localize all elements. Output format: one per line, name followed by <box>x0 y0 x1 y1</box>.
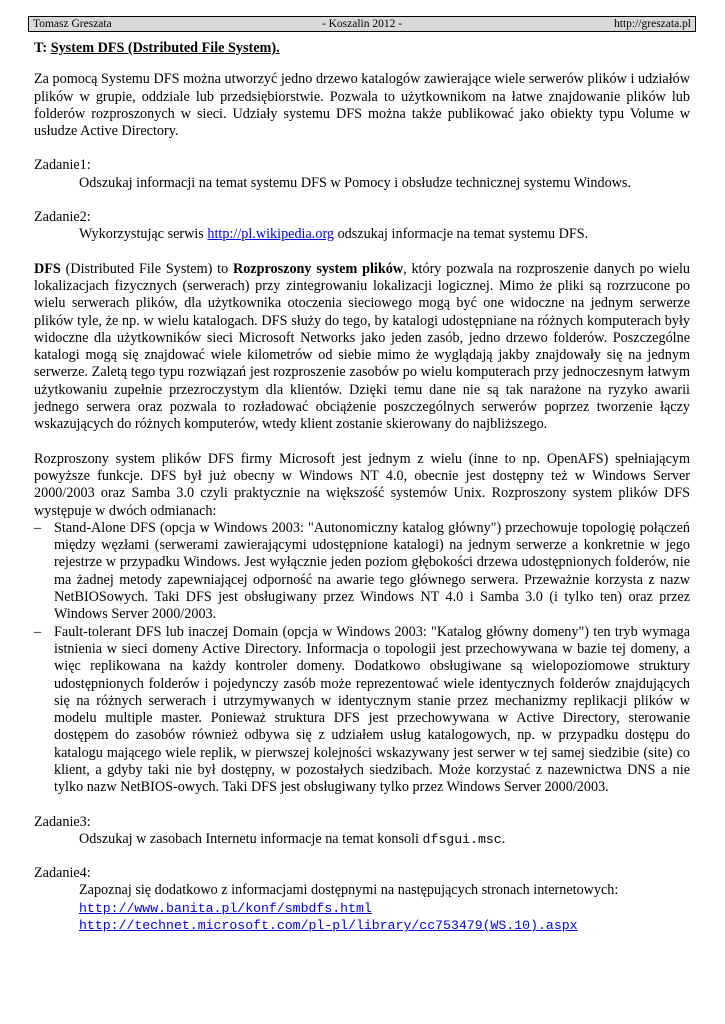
header-site: http://greszata.pl <box>614 18 691 30</box>
task4-link-row <box>34 917 690 934</box>
dfs-bold: Rozproszony system plików <box>232 260 404 277</box>
task3-code: dfsgui.msc <box>422 831 502 847</box>
variant-text: Fault-tolerant DFS lub inaczej Domain (opcja w Windows 2003: "Katalog główny domeny") ten tryb wymaga istnienia w sieci domeny Active Directory. Informacja o topologii jest przechowywana w bazie tej domeny, a więc replikowana na każdy kontroler domeny. Dodatkowo obsługiwane są wielopoziomowe struktury udostępnionych folderów i pojedynczy zasób może reprezentować wiele identycznych folderów znajdujących się na różnych serwerach i utrzymywanych w identycznym stanie przez mechanizmy replikacji plików w modelu multiple master. Ponieważ struktura DFS jest przechowywana w Active Directory, sterowanie dostępem do zasobów również odbywa się z udziałem usług katalogowych, np. w przypadku dostępu do katalogu mającego wiele replik, w pierwszej kolejności wskazywany jest serwer w tej samej siedzibie (site) co klient, a gdyby taki nie był dostępny, w pozostałych siedzibach. Może korzystać z nazewnictwa DNS a nie tylko nazw NetBIOS-owych. Taki DFS jest obsługiwany tylko przez Windows Server 2000/2003. <box>54 623 690 796</box>
dash-bullet: – <box>34 519 42 536</box>
task1-label: Zadanie1: <box>34 157 91 174</box>
task2-after: odszukaj informacje na temat systemu DFS. <box>334 226 589 243</box>
variants-list <box>34 520 690 797</box>
list-item <box>34 624 690 797</box>
dfs-paragraph <box>34 261 690 434</box>
task3-label: Zadanie3: <box>34 813 91 830</box>
task2-text <box>34 226 690 243</box>
page-header <box>28 16 696 32</box>
dfs-term: DFS <box>34 260 61 277</box>
dfs-part2: , który pozwala na rozproszenie danych po wielu lokalizacjach fizycznych (serwerach) przy zintegrowaniu lokalizacji logicznej. Mimo że pliki są rozrzucone po wielu serwerach plików, dla użytkownika otoczenia sieciowego mogą być one widoczne na jednym serwerze plików tyle, że np. w wielu katalogach. DFS służy do tego, by katalogi udostępniane na różnych komputerach były widoczne dla użytkowników sieci Microsoft Networks jako jeden zasób, jedno drzewo folderów. Poszczególne katalogi mogą się znajdować wiele kilometrów od siebie mimo że wyglądają jakby znajdowały się na jednym serwerze. Zaletą tego typu rozwiązań jest rozproszenie zasobów po wielu komputerach przy jednoczesnym łatwym użytkowaniu zupełnie przezroczystym dla klientów. Dzięki temu dane nie są tak narażone na ryzyko awarii jednego serwera oraz pozwala to rozładować obciążenie poszczególnych serwerów poprzez tworzenie łączy wskazujących do różnych komputerów, wtedy klient zostanie skierowany do najbliższego. <box>34 260 690 433</box>
task4-text: Zapoznaj się dodatkowo z informacjami dostępnymi na następujących stronach internetowych: <box>79 882 619 899</box>
title-prefix: T: <box>34 40 51 56</box>
task4-label: Zadanie4: <box>34 865 91 882</box>
list-item <box>34 520 690 624</box>
banita-link[interactable]: http://www.banita.pl/konf/smbdfs.html <box>79 900 372 916</box>
microsoft-paragraph: Rozproszony system plików DFS firmy Microsoft jest jednym z wielu (inne to np. OpenAFS) spełniającym powyższe funkcje. DFS był już obecny w Windows NT 4.0, obecnie jest dostępny też w Windows Server 2000/2003 oraz Samba 3.0 czyli praktycznie na większość systemów Unix. Rozproszony system plików DFS występuje w dwóch odmianach: <box>34 450 690 519</box>
dash-bullet: – <box>34 623 42 640</box>
task2-label: Zadanie2: <box>34 209 91 226</box>
intro-paragraph: Za pomocą Systemu DFS można utworzyć jedno drzewo katalogów zawierające wiele serwerów plików i udziałów plików w grupie, oddziale lub przedsiębiorstwie. Pozwala to użytkownikom na łatwe znajdowanie plików lub folderów rozproszonych w sieci. Udziały systemu DFS można także publikować jako obiekty typu Volume w usłudze Active Directory. <box>34 71 690 140</box>
task3-before: Odszukaj w zasobach Internetu informacje na temat konsoli <box>79 830 423 847</box>
variant-text: Stand-Alone DFS (opcja w Windows 2003: "Autonomiczny katalog główny") przechowuje topologię połączeń między węzłami (serwerami zawierającymi udostępnione katalogi) na jednym serwerze a konkretnie w jego rejestrze w przypadku Windows. Jest wyłącznie jeden poziom głębokości drzewa udostępnionych folderów, nie ma żadnej metody zapewniającej odporność na awarie tego głównego serwera. Przeważnie korzysta z nazw NetBIOSowych. Taki DFS jest obsługiwany przez Windows NT 4.0 i Samba 3.0 (i tylko ten) oraz przez Windows Server 2000/2003. <box>54 519 690 623</box>
page-title <box>34 40 690 57</box>
document-body <box>34 40 690 934</box>
dfs-part1: (Distributed File System) to <box>60 260 233 277</box>
task2-before: Wykorzystując serwis <box>79 226 208 243</box>
task3-after: . <box>501 830 506 847</box>
technet-link[interactable]: http://technet.microsoft.com/pl-pl/library/cc753479(WS.10).aspx <box>79 918 578 934</box>
title-text: System DFS (Dstributed File System). <box>50 40 280 56</box>
task1-text: Odszukaj informacji na temat systemu DFS w Pomocy i obsłudze technicznej systemu Windows. <box>79 174 631 191</box>
header-author: Tomasz Greszata <box>33 18 112 30</box>
header-location: - Koszalin 2012 - <box>321 18 403 30</box>
task4-link-row <box>34 900 690 917</box>
task3-text <box>34 831 690 848</box>
wikipedia-link[interactable]: http://pl.wikipedia.org <box>207 226 335 243</box>
